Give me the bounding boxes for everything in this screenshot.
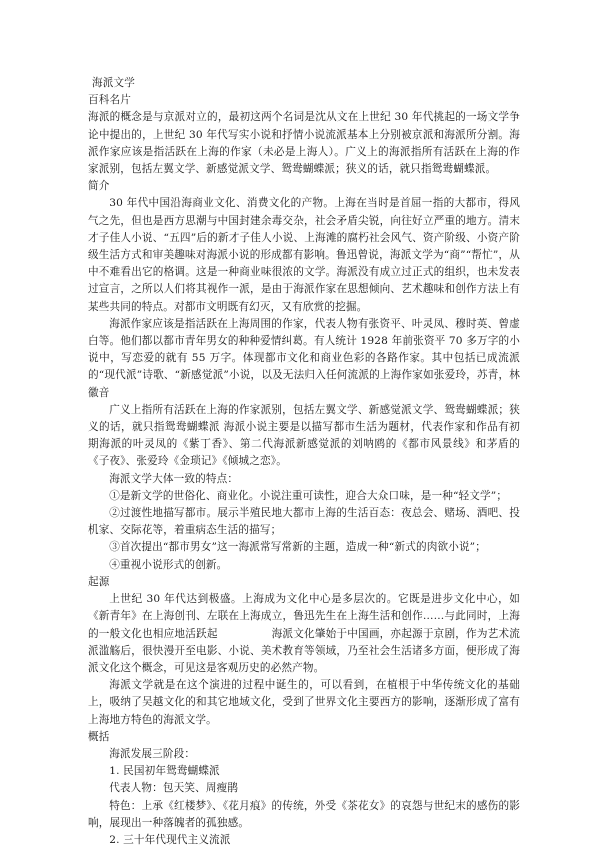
trait-item-2: ②过渡性地描写都市。展示半殖民地大都市上海的生活百态：夜总会、赌场、酒吧、投机家、交际花等，着重病态生活的描写； [88, 507, 520, 537]
trait-item-1: ①是新文学的世俗化、商业化。小说注重可读性，迎合大众口味，是一种“轻文学”； [109, 489, 508, 502]
intro-paragraph-2: 海派作家应该是指活跃在上海周围的作家，代表人物有张资平、叶灵凤、穆时英、曾虚白等。他们都以都市青年男女的种种爱情纠葛。有人统计 1928 年前张资平 70 多万字的小说中，写恋爱的就有 55 万字。体现都市文化和商业色彩的各路作家。其中包括已成流派的“现代派”诗歌、“新感觉派”小说，以及无法归入任何流派的上海作家如张爱玲，苏青，林徽音 [88, 317, 520, 399]
stage-1-representatives: 代表人物：包天笑、周瘦鹃 [109, 782, 239, 795]
document-page [88, 75, 520, 849]
traits-intro: 海派文学大体一致的特点： [109, 472, 239, 485]
document-title: 海派文学 [92, 77, 135, 89]
baike-paragraph: 海派的概念是与京派对立的，最初这两个名词是沈从文在上世纪 30 年代挑起的一场文学争论中提出的，上世纪 30 年代写实小说和抒情小说流派基本上分别被京派和海派所分割。海派作家应该是指活跃在上海的作家（未必是上海人）。广义上的海派指所有活跃在上海的作家派别，包括左翼文学、新感觉派文学、鸳鸯蝴蝶派；狭义的话，就只指鸳鸯蝴蝶派。 [88, 111, 520, 176]
stage-1-title: 1. 民国初年鸳鸯蝴蝶派 [109, 765, 220, 778]
stage-1-traits: 特色：上承《红楼梦》、《花月痕》的传统，外受《茶花女》的哀怨与世纪末的感伤的影响，展现出一种落魄者的孤独感。 [88, 799, 520, 829]
section-heading-overview: 概括 [88, 730, 110, 743]
section-heading-intro: 简介 [88, 180, 110, 193]
origin-paragraph-2: 海派文学就是在这个演进的过程中诞生的，可以看到，在植根于中华传统文化的基础上，吸纳了吴越文化的和其它地域文化，受到了世界文化主要西方的影响，逐渐形成了富有上海地方特色的海派文学。 [88, 679, 520, 726]
origin-paragraph-1: 上世纪 30 年代达到极盛。上海成为文化中心是多层次的。它既是进步文化中心，如《新青年》在上海创刊、左联在上海成立，鲁迅先生在上海生活和创作……与此同时，上海的一般文化也相应地活跃起 海派文化肇始于中国画，亦起源于京剧，作为艺术流派滥觞后，很快漫开至电影、小说、美术教育等领域，乃至社会生活诸多方面，便形成了海派文化这个概念，可见这是客观历史的必然产物。 [88, 593, 520, 674]
section-heading-baike: 百科名片 [88, 94, 131, 107]
stage-2-title: 2. 三十年代现代主义流派 [109, 833, 231, 846]
stages-intro: 海派发展三阶段： [109, 747, 196, 760]
intro-paragraph-1: 30 年代中国沿海商业文化、消费文化的产物。上海在当时是首屈一指的大都市，得风气之先，但也是西方思潮与中国封建余毒交杂，社会矛盾尖锐，向往好立严重的地方。清末才子佳人小说、“五四”后的新才子佳人小说、上海滩的腐朽社会风气、资产阶级、小资产阶级生活方式和审美趣味对海派小说的形成都有影响。鲁迅曾说，海派文学为“商”“帮忙”，从中不难看出它的格调。这是一种商业味很浓的文学。海派没有成立过正式的组织，也未发表过宣言，之所以人们将其视作一派，是由于海派作家在思想倾向、艺术趣味和创作方法上有某些共同的特点。对都市文明既有幻灭，又有欣赏的挖掘。 [88, 197, 520, 313]
intro-paragraph-3: 广义上指所有活跃在上海的作家派别，包括左翼文学、新感觉派文学、鸳鸯蝴蝶派；狭义的话，就只指鸳鸯蝴蝶派 海派小说主要是以描写都市生活为题材，代表作家和作品有初期海派的叶灵凤的《紫丁香》、第二代海派新感觉派的刘呐鸥的《都市风景线》和茅盾的《子夜》、张爱玲《金琐记》《倾城之恋》。 [88, 403, 520, 468]
trait-item-4: ④重视小说形式的创新。 [109, 558, 228, 571]
section-heading-origin: 起源 [88, 575, 110, 588]
trait-item-3: ③首次提出“都市男女”这一海派常写常新的主题，造成一种“新式的肉欲小说”； [109, 541, 486, 554]
